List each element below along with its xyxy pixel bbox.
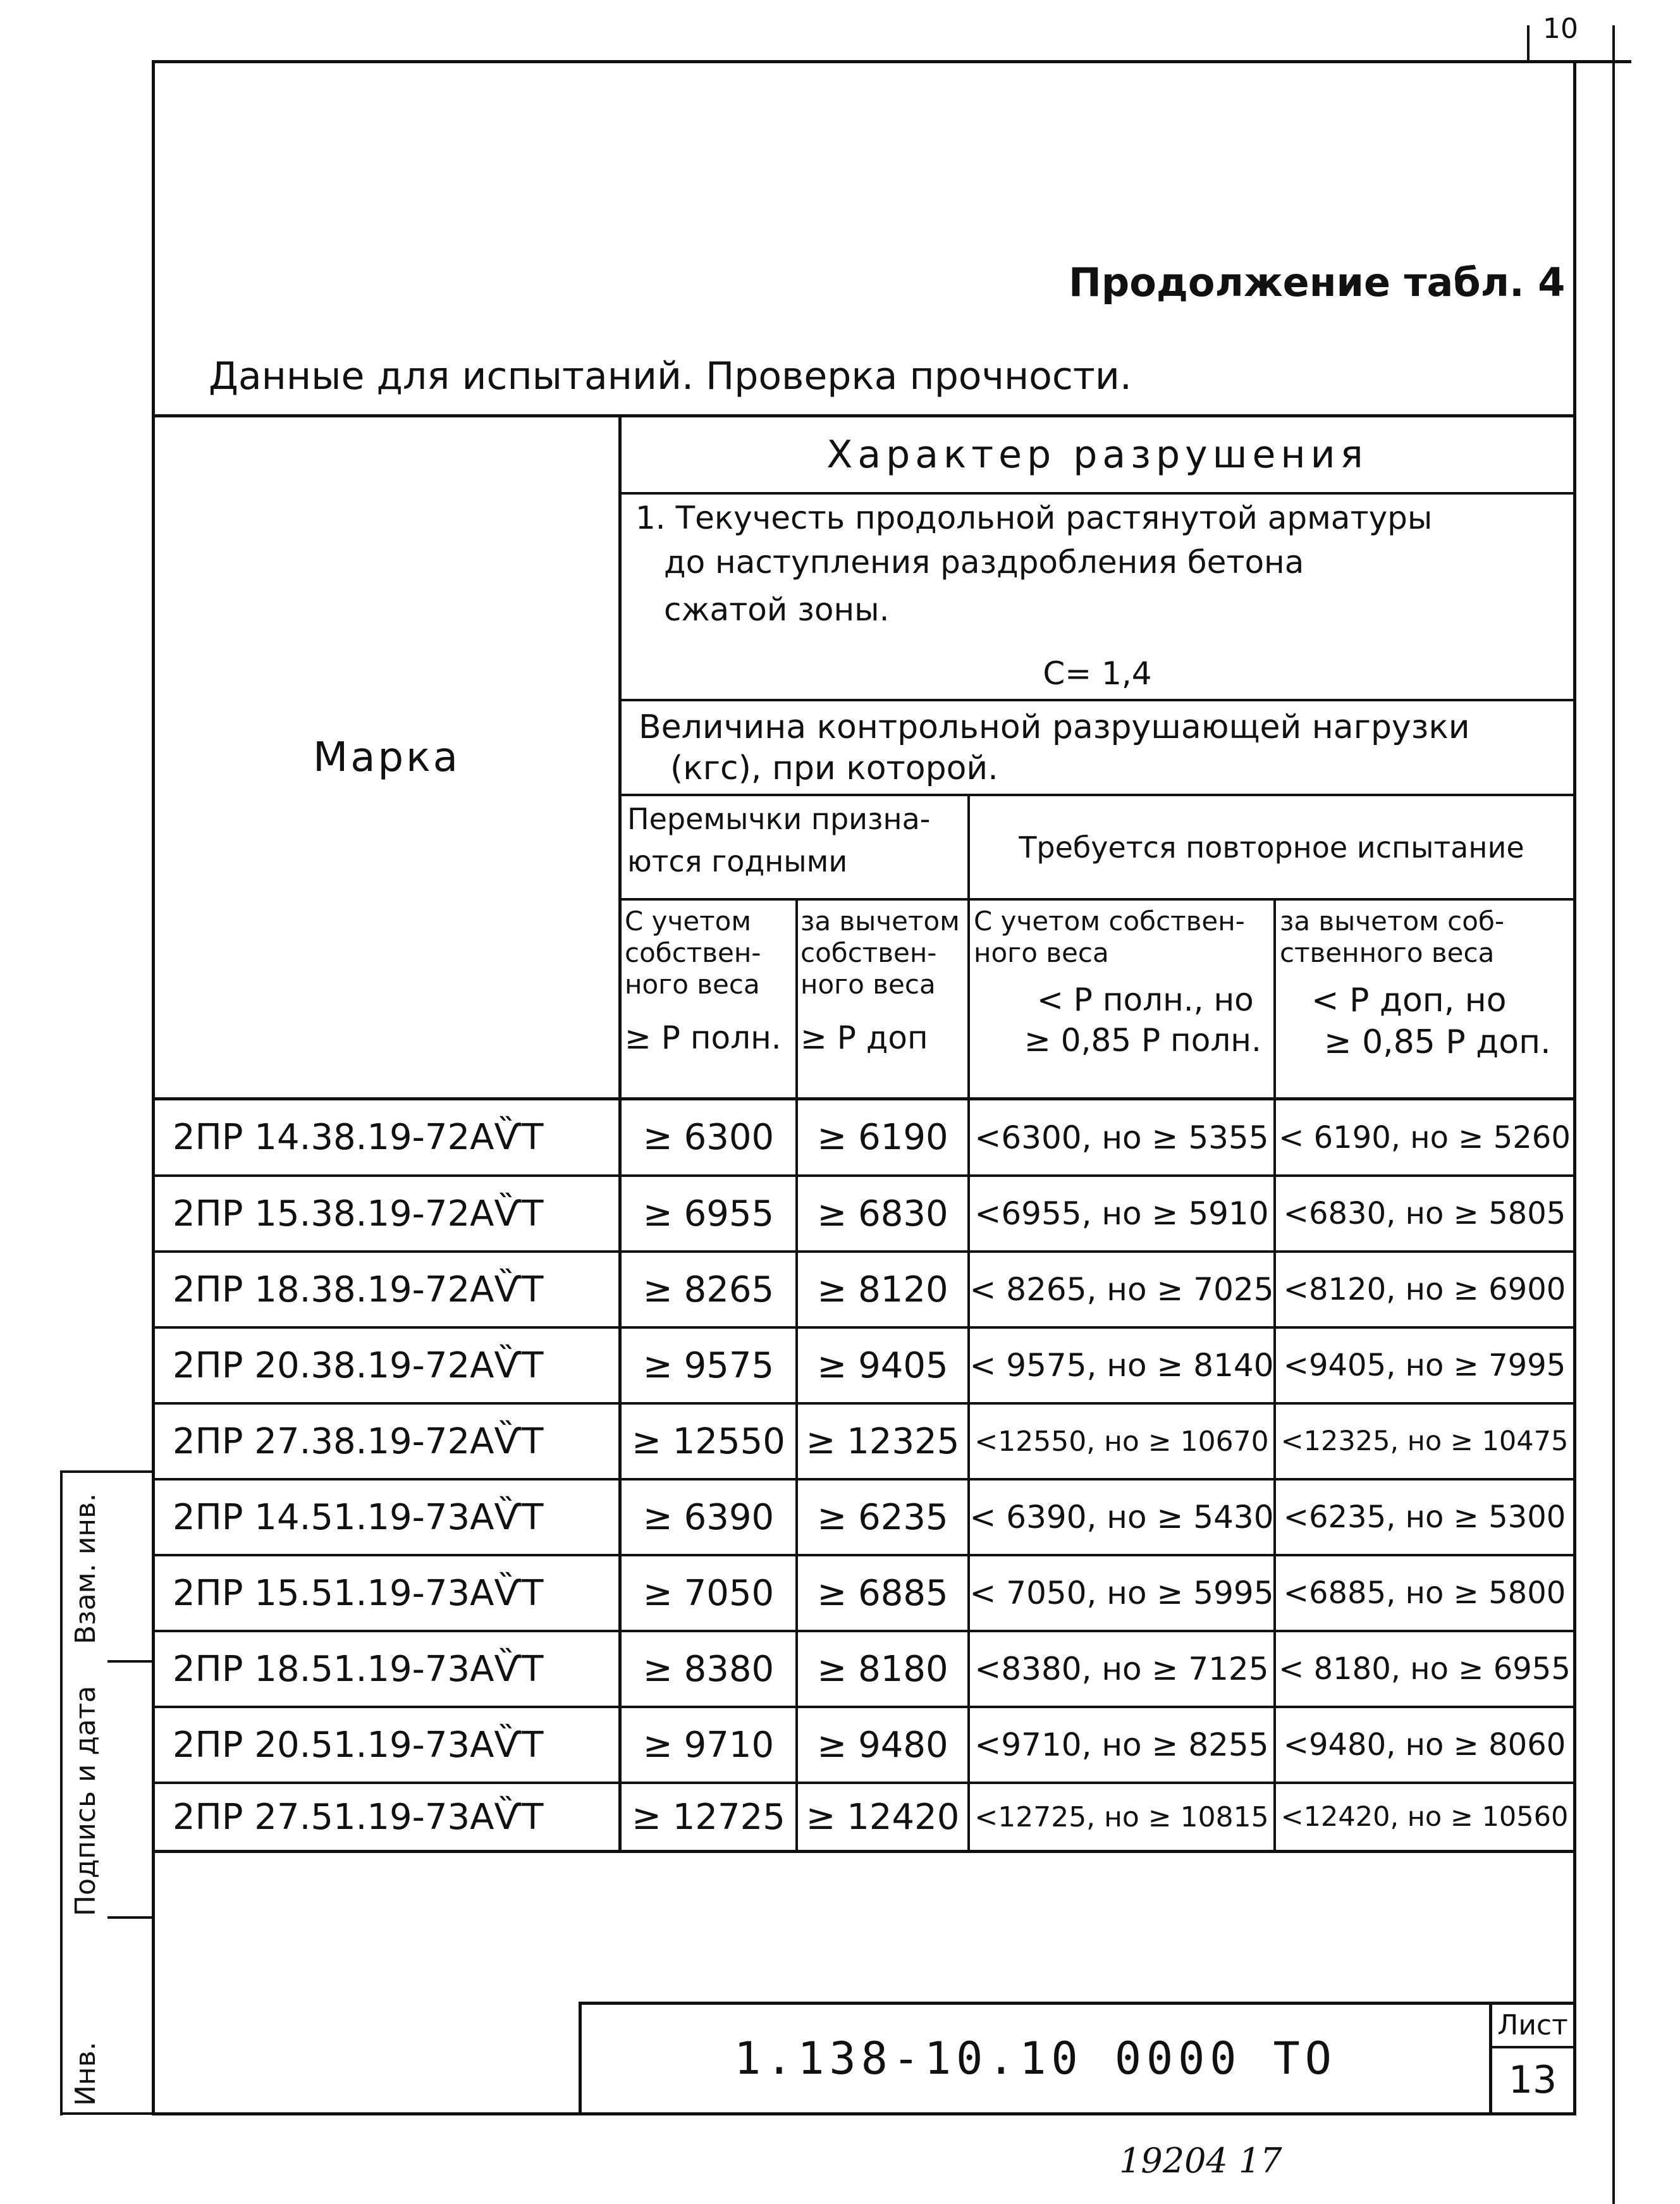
row-mark: 2ПР 18.51.19-73АѶТ: [173, 1648, 544, 1690]
col-header-character: Характер разрушения: [826, 433, 1368, 477]
sheet-number: 13: [1508, 2058, 1557, 2102]
row-c4: <12420, но ≥ 10560: [1280, 1801, 1569, 1833]
row-c2: ≥ 8120: [817, 1269, 948, 1310]
load-title-line2: (кгс), при которой.: [670, 749, 998, 787]
row-c2: ≥ 6885: [817, 1572, 948, 1614]
row-c2: ≥ 8180: [817, 1648, 948, 1690]
row-c2: ≥ 6830: [817, 1193, 948, 1234]
bottom-archive-number: 19204 17: [1119, 2141, 1282, 2181]
row-c4: <12325, но ≥ 10475: [1280, 1425, 1569, 1457]
row-c4: <9480, но ≥ 8060: [1283, 1727, 1566, 1763]
row-c1: ≥ 6390: [642, 1496, 775, 1538]
row-mark: 2ПР 18.38.19-72АѶТ: [173, 1269, 544, 1310]
row-c1: ≥ 9575: [642, 1345, 775, 1386]
group-good-line2: ются годными: [627, 844, 848, 878]
row-mark: 2ПР 20.51.19-73АѶТ: [173, 1724, 544, 1766]
case-description-line1: 1. Текучесть продольной растянутой арматуры: [635, 500, 1433, 536]
subheader-c1-line2: собствен-: [625, 937, 761, 968]
subheader-c1: [625, 906, 794, 1056]
hline-case: [620, 699, 1576, 701]
case-description-line2: до наступления раздробления бетона: [664, 544, 1304, 581]
row-c1: ≥ 7050: [642, 1572, 775, 1614]
row-c1: ≥ 6955: [642, 1193, 775, 1234]
subheader-c3-line1: С учетом собствен-: [974, 906, 1245, 937]
subheader-c3-line2: ного веса: [974, 937, 1109, 968]
frame-bottom: [152, 2112, 1576, 2115]
subheader-c1-formula: ≥ Р полн.: [625, 1019, 782, 1056]
subheader-c3-formula: < Р полн., но: [1037, 982, 1254, 1018]
row-c4: <6235, но ≥ 5300: [1283, 1499, 1566, 1535]
subheader-c2-line3: ного веса: [800, 969, 936, 1000]
row-c3: <6955, но ≥ 5910: [974, 1195, 1269, 1232]
continuation-heading: Продолжение табл. 4: [1069, 259, 1566, 305]
margin-bottom-tick: [60, 2112, 152, 2115]
table-row: [0, 1784, 1680, 1850]
subheader-c4: [1280, 906, 1572, 1061]
table-row: [0, 1556, 1680, 1630]
row-c4: <6830, но ≥ 5805: [1283, 1196, 1566, 1231]
document-code: 1.138-10.10 0000 ТО: [734, 2033, 1337, 2084]
row-c3: <9710, но ≥ 8255: [974, 1727, 1269, 1763]
row-c4: < 8180, но ≥ 6955: [1278, 1651, 1571, 1687]
frame-top: [152, 60, 1631, 63]
hline-groups: [620, 898, 1576, 901]
row-c4: < 6190, но ≥ 5260: [1278, 1119, 1571, 1155]
row-c2: ≥ 6190: [817, 1117, 948, 1158]
row-c2: ≥ 9480: [817, 1724, 948, 1766]
margin-label-inv: Инв.: [70, 2041, 102, 2106]
subheader-c1-line3: ного веса: [625, 969, 760, 1000]
row-c3: < 6390, но ≥ 5430: [969, 1499, 1274, 1536]
row-mark: 2ПР 15.51.19-73АѶТ: [173, 1572, 544, 1614]
row-c3: < 9575, но ≥ 8140: [969, 1347, 1274, 1384]
row-mark: 2ПР 20.38.19-72АѶТ: [173, 1345, 544, 1386]
row-c4: <9405, но ≥ 7995: [1283, 1348, 1566, 1383]
document-heading: Данные для испытаний. Проверка прочности.: [209, 354, 1132, 398]
group-good-line1: Перемычки призна-: [627, 802, 931, 836]
col-header-marka: Марка: [313, 734, 460, 781]
coefficient-label: С= 1,4: [1043, 655, 1152, 692]
table-row: [0, 1177, 1680, 1250]
table-row: [0, 1100, 1680, 1174]
row-c1: ≥ 12725: [632, 1796, 785, 1838]
load-title-line1: Величина контрольной разрушающей нагрузки: [639, 708, 1470, 746]
table-row: [0, 1253, 1680, 1326]
table-bottom: [152, 1850, 1576, 1853]
row-c4: <6885, но ≥ 5800: [1283, 1575, 1566, 1611]
subheader-c3-formula2: ≥ 0,85 Р полн.: [1024, 1022, 1261, 1059]
row-c3: <8380, но ≥ 7125: [974, 1651, 1269, 1687]
margin-label-replace: Взам. инв.: [70, 1493, 102, 1644]
margin-mid-tick: [107, 1660, 152, 1663]
row-mark: 2ПР 15.38.19-72АѶТ: [173, 1193, 544, 1234]
subheader-c2: [800, 906, 966, 1056]
row-c2: ≥ 6235: [817, 1496, 948, 1538]
row-c3: < 7050, но ≥ 5995: [969, 1575, 1274, 1611]
sheet-corner-number: 10: [1543, 13, 1578, 45]
row-mark: 2ПР 27.38.19-72АѶТ: [173, 1420, 544, 1462]
row-mark: 2ПР 27.51.19-73АѶТ: [173, 1796, 544, 1838]
row-c3: <12725, но ≥ 10815: [974, 1801, 1269, 1833]
table-row: [0, 1632, 1680, 1706]
row-c1: ≥ 8265: [642, 1269, 775, 1310]
row-c2: ≥ 12420: [806, 1796, 960, 1838]
margin-label-signature: Подпись и дата: [70, 1685, 102, 1916]
group-retest: Требуется повторное испытание: [1019, 830, 1524, 865]
row-c3: <6300, но ≥ 5355: [974, 1119, 1269, 1156]
subheader-c4-formula: < Р доп, но: [1311, 982, 1507, 1019]
subheader-c4-formula2: ≥ 0,85 Р доп.: [1324, 1023, 1551, 1061]
table-row: [0, 1481, 1680, 1554]
hline-character: [620, 492, 1576, 495]
case-description-line3: сжатой зоны.: [664, 591, 890, 628]
margin-vline: [60, 1470, 63, 2115]
subheader-c3: [974, 906, 1272, 1059]
subheader-c2-line1: за вычетом: [800, 906, 960, 937]
table-row: [0, 1329, 1680, 1402]
row-mark: 2ПР 14.38.19-72АѶТ: [173, 1117, 544, 1158]
row-c1: ≥ 8380: [642, 1648, 775, 1690]
row-c2: ≥ 12325: [806, 1420, 960, 1462]
sheet-label: Лист: [1497, 2009, 1568, 2041]
row-c3: < 8265, но ≥ 7025: [969, 1271, 1274, 1308]
row-mark: 2ПР 14.51.19-73АѶТ: [173, 1496, 544, 1538]
table-row: [0, 1708, 1680, 1782]
subheader-c2-line2: собствен-: [800, 937, 937, 968]
row-c2: ≥ 9405: [817, 1345, 948, 1386]
margin-low-tick: [107, 1916, 152, 1919]
subheader-c1-line1: С учетом: [625, 906, 752, 937]
subheader-c2-formula: ≥ Р доп: [800, 1019, 928, 1056]
table-row: [0, 1405, 1680, 1478]
row-c1: ≥ 6300: [642, 1117, 775, 1158]
subheader-c4-line1: за вычетом соб-: [1280, 906, 1505, 937]
subheader-c4-line2: ственного веса: [1280, 937, 1495, 968]
margin-top-tick: [60, 1470, 152, 1473]
row-c1: ≥ 12550: [632, 1420, 785, 1462]
row-c1: ≥ 9710: [642, 1724, 775, 1766]
row-c3: <12550, но ≥ 10670: [974, 1425, 1269, 1458]
corner-tick: [1527, 25, 1530, 62]
row-c4: <8120, но ≥ 6900: [1283, 1272, 1566, 1307]
